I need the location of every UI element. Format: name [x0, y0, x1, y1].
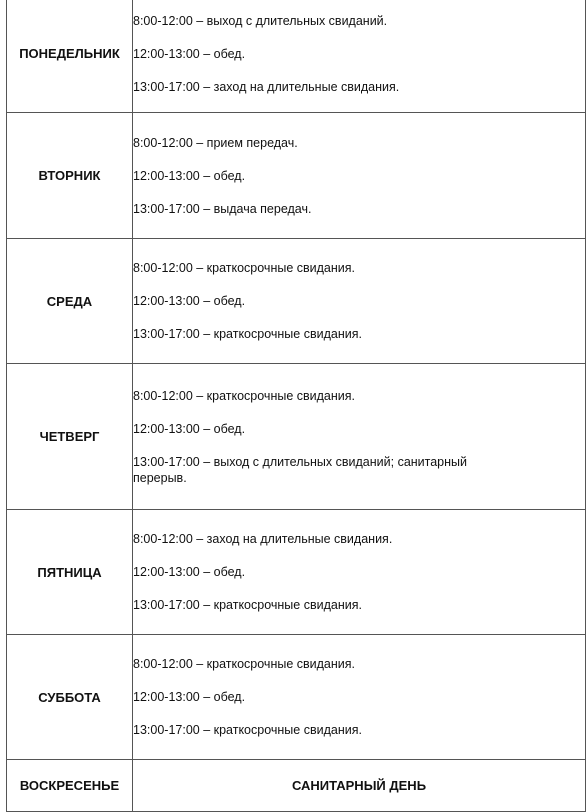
table-row — [7, 510, 586, 635]
table-row — [7, 0, 586, 113]
day-label: СУББОТА — [7, 635, 133, 760]
slots-cell — [133, 510, 586, 635]
time-slot: 13:00-17:00 – краткосрочные свидания. — [133, 598, 362, 612]
slots-cell — [133, 239, 586, 364]
day-label: ВОСКРЕСЕНЬЕ — [7, 760, 133, 812]
slots-cell — [133, 635, 586, 760]
time-slot: 8:00-12:00 – краткосрочные свидания. — [133, 657, 356, 671]
time-slot: 13:00-17:00 – выдача передач. — [133, 201, 312, 216]
table-row — [7, 760, 586, 812]
time-slot: 12:00-13:00 – обед. — [133, 168, 246, 183]
time-slot: 8:00-12:00 – краткосрочные свидания. — [133, 388, 356, 403]
time-slot: 12:00-13:00 – обед. — [133, 421, 246, 436]
time-slot: 13:00-17:00 – заход на длительные свидания. — [133, 79, 400, 94]
sanitary-day-label: САНИТАРНЫЙ ДЕНЬ — [133, 760, 586, 812]
day-label: ПЯТНИЦА — [7, 510, 133, 635]
table-row — [7, 113, 586, 239]
time-slot: 13:00-17:00 – краткосрочные свидания. — [133, 327, 362, 341]
time-slot: 8:00-12:00 – краткосрочные свидания. — [133, 261, 356, 275]
time-slot: 12:00-13:00 – обед. — [133, 294, 246, 308]
day-label: ВТОРНИК — [7, 113, 133, 239]
table-row — [7, 239, 586, 364]
schedule-table — [6, 0, 586, 812]
time-slot: 12:00-13:00 – обед. — [133, 690, 246, 704]
time-slot: 13:00-17:00 – краткосрочные свидания. — [133, 723, 362, 737]
slots-cell — [133, 0, 586, 113]
table-row — [7, 635, 586, 760]
day-label: ПОНЕДЕЛЬНИК — [7, 0, 133, 113]
time-slot: 8:00-12:00 – прием передач. — [133, 135, 298, 150]
slots-cell — [133, 364, 586, 510]
day-label: ЧЕТВЕРГ — [7, 364, 133, 510]
time-slot: 12:00-13:00 – обед. — [133, 565, 246, 579]
time-slot: 8:00-12:00 – заход на длительные свидания. — [133, 532, 393, 546]
time-slot: 13:00-17:00 – выход с длительных свиданий; санитарный перерыв. — [133, 454, 468, 485]
table-row — [7, 364, 586, 510]
day-label: СРЕДА — [7, 239, 133, 364]
time-slot: 12:00-13:00 – обед. — [133, 46, 246, 61]
slots-cell — [133, 113, 586, 239]
time-slot: 8:00-12:00 – выход с длительных свиданий. — [133, 13, 388, 28]
